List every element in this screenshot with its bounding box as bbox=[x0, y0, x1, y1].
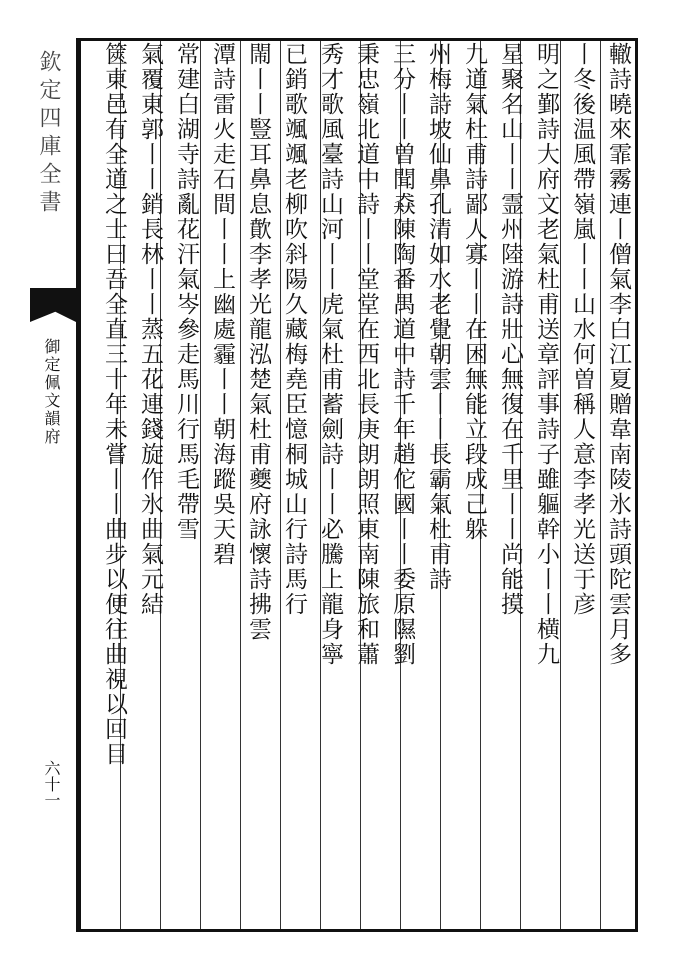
text-column: 明之鄞詩大府文老氣杜甫送章評事詩子雖軀幹小丨丨横九 bbox=[533, 42, 559, 667]
text-column: 星聚名山丨丨霊州陸游詩壯心無復在千里丨丨尚能摸 bbox=[497, 42, 523, 617]
volume-title: 御定佩文韻府 bbox=[42, 338, 61, 446]
book-title: 欽定四庫全書 bbox=[36, 50, 61, 218]
text-column: 篋東邑有全道之士曰吾全直三十年未嘗丨丨曲步以便往曲視以回目 bbox=[101, 42, 127, 767]
text-column: 已銷歌颯颯老柳吹斜陽久藏梅堯臣憶桐城山行詩馬行 bbox=[281, 42, 307, 617]
text-column: 閙丨丨豎耳鼻息歕李孝光龍泓楚氣杜甫夔府詠懷詩拂雲 bbox=[245, 42, 271, 642]
text-column: 潭詩雷火走石間丨丨上幽處霾丨丨朝海蹤吳天碧 bbox=[209, 42, 235, 567]
text-column: 轍詩曉來霏霧連丨僧氣李白江夏贈韋南陵氷詩頭陀雲月多 bbox=[605, 42, 631, 667]
text-column: 常建白湖寺詩亂花汗氣岑參走馬川行馬毛帶雪 bbox=[173, 42, 199, 542]
text-column: 丨冬後温風帶嶺嵐丨丨山水何曽稱人意李孝光送于彦 bbox=[569, 42, 595, 617]
text-column: 州梅詩坡仙鼻孔清如水老覺朝雲丨丨長霸氣杜甫詩 bbox=[425, 42, 451, 592]
text-column: 九道氣杜甫詩鄙人寡丨丨在困無能立段成己躲 bbox=[461, 42, 487, 542]
text-column: 秉忠嶺北道中詩丨丨堂堂在西北長庚朗朗照東南陳旅和蕭 bbox=[353, 42, 379, 667]
fishtail-mark bbox=[30, 288, 76, 322]
text-column: 氣覆東郭丨丨銷長林丨丨蒸五花連錢旋作氷曲氣元結 bbox=[137, 42, 163, 617]
page-number: 六十一 bbox=[42, 760, 61, 808]
text-column: 三分丨丨曽聞猋陳陶番禺道中詩千年趙佗國丨丨委原隰劉 bbox=[389, 42, 415, 667]
text-column: 秀才歌風臺詩山河丨丨虎氣杜甫蓄劍詩丨丨必騰上龍身寧 bbox=[317, 42, 343, 667]
